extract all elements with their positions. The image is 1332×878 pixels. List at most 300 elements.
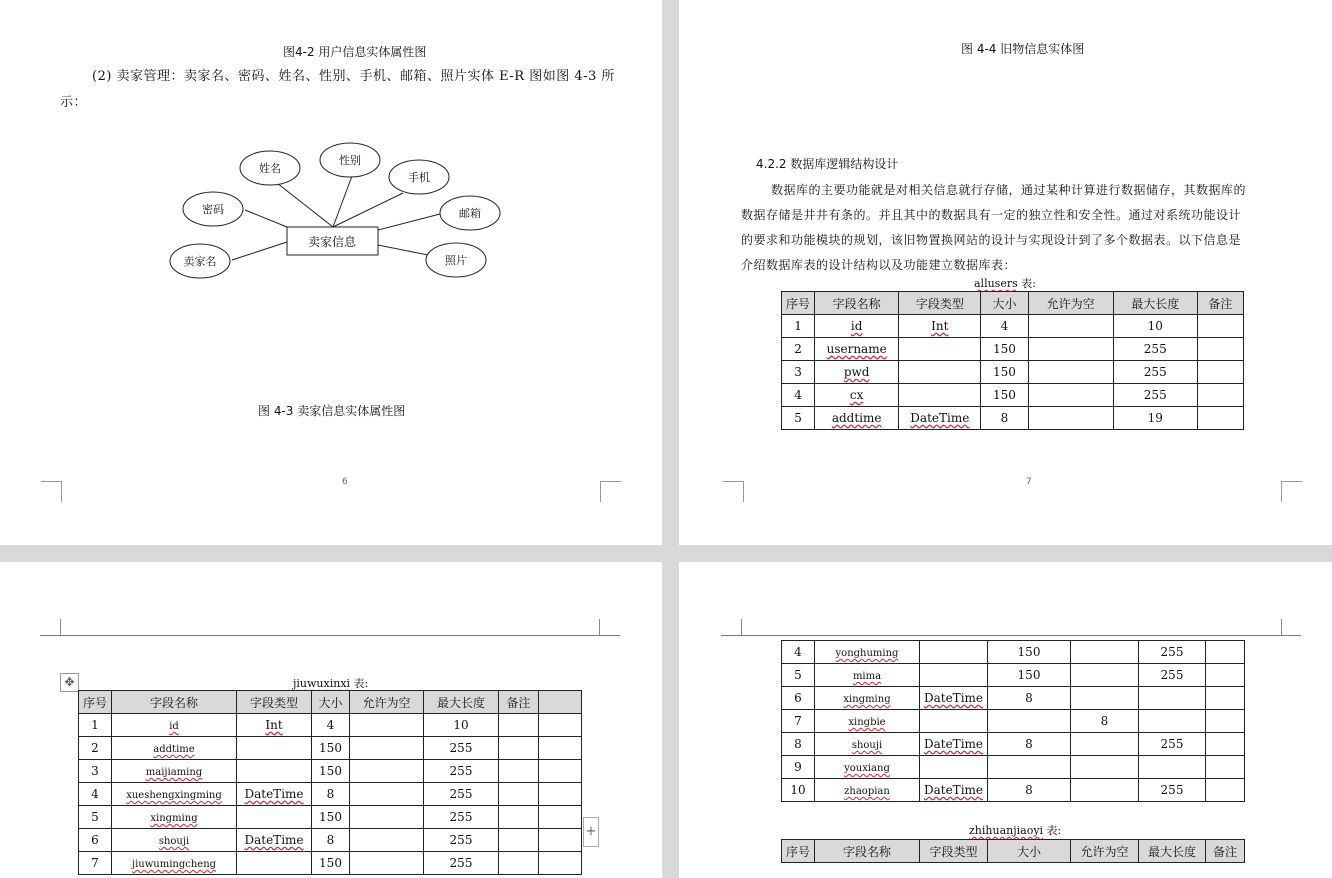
cell-text: zhaopian — [844, 786, 890, 797]
table-header-cell[interactable]: 字段名称 — [112, 691, 237, 714]
cell-text: xueshengxingming — [126, 790, 222, 801]
table-row — [782, 641, 1245, 664]
table-cell[interactable] — [312, 760, 350, 783]
table-cell[interactable] — [782, 384, 815, 407]
table-cell[interactable] — [499, 829, 539, 852]
table-header-cell[interactable]: 备注 — [1197, 292, 1243, 315]
table-cell[interactable] — [899, 338, 981, 361]
cell-text: 10 — [453, 718, 469, 732]
table-row — [782, 710, 1245, 733]
table-cell[interactable] — [499, 760, 539, 783]
table-row — [782, 733, 1245, 756]
section-heading: 4.2.2 数据库逻辑结构设计 — [756, 157, 899, 171]
cell-text: cx — [849, 388, 864, 402]
cell-text: 8 — [794, 737, 802, 751]
table-cell[interactable] — [782, 779, 815, 802]
document-page-9 — [679, 562, 1332, 878]
table-cell[interactable] — [539, 806, 582, 829]
table-cell[interactable] — [815, 384, 899, 407]
table-cell[interactable] — [539, 783, 582, 806]
table-cell[interactable] — [988, 710, 1071, 733]
cell-text: 255 — [449, 856, 473, 870]
table-cell[interactable] — [312, 806, 350, 829]
cell-text: 5 — [794, 411, 802, 425]
table-row — [79, 714, 582, 737]
table-cell[interactable] — [815, 710, 920, 733]
table-row — [782, 779, 1245, 802]
table-cell[interactable] — [981, 384, 1028, 407]
cell-text: 8 — [1000, 411, 1009, 425]
margin-corner-mark — [1281, 619, 1282, 635]
table-cell[interactable] — [782, 733, 815, 756]
table-cell[interactable] — [988, 779, 1071, 802]
margin-corner-mark — [599, 619, 600, 635]
table-cell[interactable] — [424, 852, 499, 875]
cell-text: 150 — [993, 342, 1016, 356]
cell-text: DateTime — [923, 737, 984, 751]
table-title: jiuwuxinxi 表: — [293, 677, 369, 690]
table-cell[interactable] — [499, 737, 539, 760]
table-cell[interactable] — [981, 361, 1028, 384]
table-cell[interactable] — [350, 714, 424, 737]
figure-caption-4-3: 图 4-3 卖家信息实体属性图 — [258, 404, 406, 418]
er-attr-phone: 手机 — [408, 171, 430, 184]
table-cell[interactable] — [1113, 338, 1197, 361]
zhihuanjiaoyi-table[interactable] — [781, 839, 1245, 863]
table-cell[interactable] — [920, 733, 988, 756]
cell-text: 150 — [993, 365, 1016, 379]
cell-text: 4 — [91, 787, 99, 801]
table-row — [782, 407, 1244, 430]
table-cell[interactable] — [1028, 384, 1113, 407]
figure-caption-4-2: 图4-2 用户信息实体属性图 — [283, 45, 427, 59]
cell-text: addtime — [153, 744, 195, 755]
paragraph-line: 数据存储是井井有条的。并且其中的数据具有一定的独立性和安全性。通过对系统功能设计 — [741, 208, 1242, 222]
cell-text: 1 — [794, 319, 802, 333]
cell-text: Int — [265, 718, 283, 732]
table-cell[interactable] — [815, 315, 899, 338]
table-cell[interactable] — [312, 852, 350, 875]
table-cell[interactable] — [312, 783, 350, 806]
er-diagram — [160, 135, 520, 285]
header-rule — [721, 635, 1301, 636]
jiuwuxinxi-table[interactable] — [78, 690, 582, 875]
cell-text: id — [850, 319, 863, 333]
table-header-cell[interactable]: 大小 — [988, 840, 1071, 863]
table-cell[interactable] — [920, 779, 988, 802]
er-attr-name: 姓名 — [259, 162, 281, 175]
table-header-cell[interactable]: 最大长度 — [1139, 840, 1206, 863]
cell-text: 6 — [794, 691, 802, 705]
table-cell[interactable] — [782, 407, 815, 430]
table-header-cell[interactable]: 字段类型 — [920, 840, 988, 863]
table-header-cell[interactable]: 字段类型 — [899, 292, 981, 315]
cell-text: DateTime — [244, 787, 304, 801]
table-cell[interactable] — [988, 756, 1071, 779]
table-row — [79, 829, 582, 852]
table-cell[interactable] — [782, 687, 815, 710]
table-cell[interactable] — [112, 852, 237, 875]
table-cell[interactable] — [782, 338, 815, 361]
margin-corner-mark — [723, 481, 744, 502]
table-header-cell[interactable]: 最大长度 — [1113, 292, 1197, 315]
cell-text: DateTime — [244, 833, 304, 847]
cell-text: 255 — [449, 787, 473, 801]
table-name: jiuwuxinxi — [293, 677, 351, 690]
paragraph-line: 介绍数据库表的设计结构以及功能建立数据库表： — [741, 258, 1017, 272]
table-cell[interactable] — [539, 852, 582, 875]
cell-text: 255 — [449, 764, 473, 778]
table-header-cell[interactable]: 允许为空 — [1071, 840, 1139, 863]
table-row — [782, 384, 1244, 407]
table-cell[interactable] — [920, 710, 988, 733]
table-cell[interactable] — [1113, 407, 1197, 430]
table-cell[interactable] — [1139, 687, 1206, 710]
table-cell[interactable] — [1206, 710, 1245, 733]
table-cell[interactable] — [988, 733, 1071, 756]
table-name: allusers — [974, 277, 1018, 290]
move-handle-icon[interactable]: ✥ — [60, 673, 79, 692]
table-cell[interactable] — [920, 756, 988, 779]
cell-text: jiuwumingcheng — [131, 859, 217, 870]
table-cell[interactable] — [988, 641, 1071, 664]
allusers-table[interactable] — [781, 291, 1244, 430]
table-cell[interactable] — [815, 361, 899, 384]
table-cell[interactable] — [350, 760, 424, 783]
cell-text: 150 — [993, 388, 1016, 402]
table-cell[interactable] — [1197, 338, 1243, 361]
document-page-8 — [0, 562, 662, 878]
table-cell[interactable] — [539, 714, 582, 737]
cell-text: 150 — [319, 741, 342, 755]
table-cell[interactable] — [1206, 641, 1245, 664]
paragraph-line: 数据库的主要功能就是对相关信息就行存储，通过某种计算进行数据储存，其数据库的 — [771, 183, 1247, 197]
cell-text: 8 — [1100, 714, 1109, 728]
table-cell[interactable] — [981, 315, 1028, 338]
cell-text: 9 — [794, 760, 802, 774]
cell-text: 5 — [794, 668, 802, 682]
cell-text: 150 — [319, 810, 342, 824]
table-cell[interactable] — [79, 760, 112, 783]
er-attr-email: 邮箱 — [459, 207, 481, 220]
table-cell[interactable] — [1206, 756, 1245, 779]
paragraph-line: 示： — [60, 95, 88, 110]
cell-text: 2 — [794, 342, 802, 356]
table-header-cell[interactable]: 允许为空 — [1028, 292, 1113, 315]
cell-text: mima — [852, 671, 882, 682]
table-header-cell[interactable] — [539, 691, 582, 714]
er-attr-seller-name: 卖家名 — [183, 255, 217, 268]
cell-text: 150 — [319, 764, 342, 778]
table-cell[interactable] — [312, 714, 350, 737]
table-cell[interactable] — [350, 852, 424, 875]
table-cell[interactable] — [815, 338, 899, 361]
table-cell[interactable] — [782, 664, 815, 687]
table-cell[interactable] — [1139, 756, 1206, 779]
table-cell[interactable] — [79, 806, 112, 829]
table-cell[interactable] — [1028, 361, 1113, 384]
table-cell[interactable] — [1139, 779, 1206, 802]
table-cell[interactable] — [782, 641, 815, 664]
table-cell[interactable] — [1206, 779, 1245, 802]
table-cell[interactable] — [112, 737, 237, 760]
table-cell[interactable] — [920, 687, 988, 710]
table-cell[interactable] — [350, 806, 424, 829]
table-cell[interactable] — [815, 779, 920, 802]
table-cell[interactable] — [1071, 687, 1139, 710]
table-row — [79, 760, 582, 783]
table-cell[interactable] — [1197, 407, 1243, 430]
paragraph-line: (2) 卖家管理：卖家名、密码、姓名、性别、手机、邮箱、照片实体 E-R 图如图 4-3 所 — [92, 69, 615, 84]
table-cell[interactable] — [1206, 664, 1245, 687]
table-cell[interactable] — [1206, 687, 1245, 710]
table-cell[interactable] — [782, 710, 815, 733]
cell-text: 19 — [1147, 411, 1163, 425]
table-cell[interactable] — [424, 783, 499, 806]
table-cell[interactable] — [815, 733, 920, 756]
table-cell[interactable] — [1071, 733, 1139, 756]
table-cell[interactable] — [1028, 407, 1113, 430]
table-cell[interactable] — [782, 756, 815, 779]
cell-text: 255 — [449, 833, 473, 847]
table-cell[interactable] — [1071, 710, 1139, 733]
cell-text: 4 — [794, 645, 802, 659]
margin-corner-mark — [1281, 481, 1302, 502]
table-cell[interactable] — [988, 664, 1071, 687]
margin-corner-mark — [741, 619, 742, 635]
table-cell[interactable] — [988, 687, 1071, 710]
figure-caption-4-4: 图 4-4 旧物信息实体图 — [961, 42, 1085, 56]
table-row — [782, 361, 1244, 384]
cell-text: DateTime — [923, 783, 984, 797]
table-cell[interactable] — [424, 760, 499, 783]
table-header-cell[interactable]: 序号 — [79, 691, 112, 714]
table-cell[interactable] — [539, 829, 582, 852]
table-cell[interactable] — [499, 783, 539, 806]
cell-text: 8 — [326, 833, 335, 847]
cell-text: shouji — [158, 836, 190, 847]
table-cell[interactable] — [424, 806, 499, 829]
cell-text: 5 — [91, 810, 99, 824]
table-header-cell[interactable]: 最大长度 — [424, 691, 499, 714]
table-cell[interactable] — [815, 687, 920, 710]
table-cell[interactable] — [79, 829, 112, 852]
table-row — [782, 756, 1245, 779]
table-cell[interactable] — [499, 806, 539, 829]
table-header-cell[interactable]: 序号 — [782, 840, 815, 863]
cell-text: 255 — [1160, 645, 1184, 659]
table-header-cell[interactable]: 备注 — [499, 691, 539, 714]
table-cell[interactable] — [112, 783, 237, 806]
table-cell[interactable] — [112, 806, 237, 829]
cell-text: DateTime — [910, 411, 970, 425]
table-cell[interactable] — [237, 760, 312, 783]
table-row — [782, 664, 1245, 687]
table-cell[interactable] — [1197, 384, 1243, 407]
table-cell[interactable] — [981, 338, 1028, 361]
cell-text: 10 — [790, 783, 806, 797]
table-cell[interactable] — [350, 829, 424, 852]
table-cell[interactable] — [1071, 664, 1139, 687]
table-cell[interactable] — [1113, 361, 1197, 384]
paragraph-line: 的要求和功能模块的规划，该旧物置换网站的设计与实现设计到了多个数据表。以下信息是 — [741, 233, 1242, 247]
table-cell[interactable] — [782, 315, 815, 338]
table-name: zhihuanjiaoyi — [969, 824, 1044, 837]
table-cell[interactable] — [539, 737, 582, 760]
cell-text: 8 — [326, 787, 335, 801]
table-cell[interactable] — [1113, 384, 1197, 407]
table-header-row — [79, 691, 582, 714]
cell-text: shouji — [851, 740, 883, 751]
table-header-cell[interactable]: 大小 — [981, 292, 1028, 315]
table-cell[interactable] — [899, 361, 981, 384]
table-cell[interactable] — [79, 783, 112, 806]
cell-text: 10 — [1147, 319, 1163, 333]
table-cell[interactable] — [782, 361, 815, 384]
table-cell[interactable] — [539, 760, 582, 783]
table-cell[interactable] — [237, 829, 312, 852]
er-attr-gender: 性别 — [339, 154, 361, 167]
cell-text: youxiang — [844, 763, 890, 774]
cell-text: maijiaming — [145, 767, 203, 778]
table-cell[interactable] — [237, 783, 312, 806]
cell-text: 4 — [326, 718, 335, 732]
table-header-row — [782, 292, 1244, 315]
table-cell[interactable] — [499, 852, 539, 875]
table-cell[interactable] — [899, 384, 981, 407]
margin-corner-mark — [600, 481, 621, 502]
plus-icon[interactable]: + — [583, 817, 599, 847]
table-cell[interactable] — [1139, 641, 1206, 664]
table-cell[interactable] — [1197, 361, 1243, 384]
cell-text: 255 — [449, 741, 473, 755]
table-cell[interactable] — [112, 714, 237, 737]
cell-text: 3 — [91, 764, 99, 778]
table-row — [79, 783, 582, 806]
page-number: 6 — [342, 477, 348, 487]
table-cell[interactable] — [920, 664, 988, 687]
table-header-cell[interactable]: 大小 — [312, 691, 350, 714]
header-rule — [40, 635, 620, 636]
cell-text: 255 — [1160, 737, 1184, 751]
table-row — [782, 687, 1245, 710]
table-cell[interactable] — [424, 737, 499, 760]
table-cell[interactable] — [1071, 641, 1139, 664]
cell-text: Int — [931, 319, 949, 333]
table-header-row — [782, 840, 1245, 863]
table-header-cell[interactable]: 序号 — [782, 292, 815, 315]
cell-text: username — [826, 342, 887, 356]
table-cell[interactable] — [237, 806, 312, 829]
cell-text: 2 — [91, 741, 99, 755]
table-cell[interactable] — [79, 737, 112, 760]
table-cell[interactable] — [1139, 710, 1206, 733]
cell-text: 8 — [1025, 783, 1033, 797]
cell-text: 6 — [91, 833, 99, 847]
table-cell[interactable] — [815, 407, 899, 430]
table-cell[interactable] — [112, 760, 237, 783]
table-title: allusers 表: — [974, 277, 1036, 290]
table-cell[interactable] — [312, 829, 350, 852]
table-cell[interactable] — [1206, 733, 1245, 756]
table-row — [782, 338, 1244, 361]
table-row — [79, 806, 582, 829]
table-header-cell[interactable]: 备注 — [1206, 840, 1245, 863]
table-cell[interactable] — [424, 714, 499, 737]
table-cell[interactable] — [981, 407, 1028, 430]
table-cell[interactable] — [237, 737, 312, 760]
cell-text: 7 — [91, 856, 99, 870]
table-cell[interactable] — [815, 641, 920, 664]
table-cell[interactable] — [1071, 756, 1139, 779]
table-cell[interactable] — [1071, 779, 1139, 802]
table-cell[interactable] — [237, 714, 312, 737]
table-cell[interactable] — [1028, 315, 1113, 338]
cell-text: 255 — [1143, 342, 1167, 356]
table-cell[interactable] — [79, 852, 112, 875]
er-attr-photo: 照片 — [445, 254, 467, 267]
table-cell[interactable] — [899, 407, 981, 430]
table-cell[interactable] — [1139, 664, 1206, 687]
paragraph — [741, 178, 1331, 278]
table-cell[interactable] — [350, 737, 424, 760]
table-cell[interactable] — [79, 714, 112, 737]
seller-table-continued[interactable] — [781, 640, 1245, 802]
table-cell[interactable] — [920, 641, 988, 664]
cell-text: 255 — [1160, 783, 1184, 797]
cell-text: 255 — [1143, 365, 1167, 379]
table-cell[interactable] — [1028, 338, 1113, 361]
cell-text: pwd — [843, 365, 870, 379]
table-cell[interactable] — [112, 829, 237, 852]
margin-corner-mark — [41, 481, 62, 502]
cell-text: 150 — [319, 856, 342, 870]
cell-text: addtime — [831, 411, 882, 425]
table-cell[interactable] — [424, 829, 499, 852]
table-header-cell[interactable]: 字段名称 — [815, 292, 899, 315]
table-title: zhihuanjiaoyi 表: — [969, 824, 1062, 837]
table-cell[interactable] — [899, 315, 981, 338]
cell-text: yonghuming — [835, 648, 899, 659]
table-cell[interactable] — [1113, 315, 1197, 338]
table-header-cell[interactable]: 允许为空 — [350, 691, 424, 714]
table-cell[interactable] — [815, 756, 920, 779]
cell-text: 4 — [794, 388, 802, 402]
table-cell[interactable] — [1139, 733, 1206, 756]
cell-text: 255 — [1160, 668, 1184, 682]
cell-text: 8 — [1025, 691, 1033, 705]
cell-text: xingming — [150, 813, 198, 824]
table-header-cell[interactable]: 字段名称 — [815, 840, 920, 863]
table-cell[interactable] — [1197, 315, 1243, 338]
table-cell[interactable] — [350, 783, 424, 806]
er-entity-seller: 卖家信息 — [307, 235, 357, 249]
table-cell[interactable] — [237, 852, 312, 875]
table-cell[interactable] — [312, 737, 350, 760]
table-cell[interactable] — [815, 664, 920, 687]
document-page-7 — [679, 0, 1332, 545]
table-row — [79, 852, 582, 875]
cell-text: 150 — [1017, 668, 1041, 682]
margin-corner-mark — [60, 619, 61, 635]
cell-text: 255 — [1143, 388, 1167, 402]
cell-text: 3 — [794, 365, 802, 379]
table-cell[interactable] — [499, 714, 539, 737]
table-row — [79, 737, 582, 760]
cell-text: 255 — [449, 810, 473, 824]
table-header-cell[interactable]: 字段类型 — [237, 691, 312, 714]
table-row — [782, 315, 1244, 338]
